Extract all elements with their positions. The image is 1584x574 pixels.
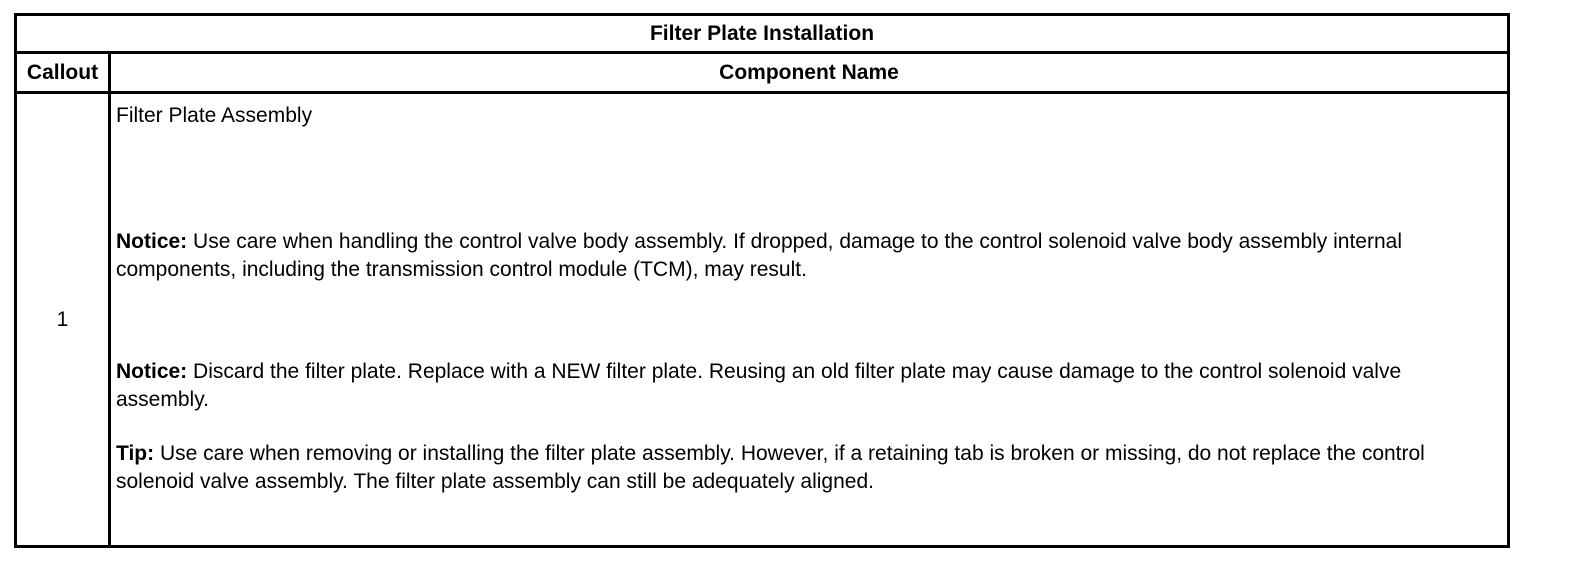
notice-label: Notice: xyxy=(116,230,188,253)
component-cell xyxy=(111,94,1507,545)
table-title: Filter Plate Installation xyxy=(17,16,1507,54)
notice-label: Notice: xyxy=(116,360,188,383)
callout-column-header: Callout xyxy=(17,54,111,94)
notice-paragraph xyxy=(116,358,1483,414)
component-name: Filter Plate Assembly xyxy=(116,104,313,127)
tip-paragraph xyxy=(116,440,1483,496)
filter-plate-table xyxy=(14,13,1510,548)
notice-paragraph xyxy=(116,228,1483,284)
notice-text: Discard the filter plate. Replace with a NEW filter plate. Reusing an old filter plate may cause damage to the control solenoid valve assembly. xyxy=(116,360,1402,411)
notice-text: Use care when handling the control valve body assembly. If dropped, damage to the control solenoid valve body assembly internal components, including the transmission control module (TCM), may result. xyxy=(116,230,1402,281)
component-name-column-header: Component Name xyxy=(111,54,1507,94)
callout-cell: 1 xyxy=(17,94,111,545)
tip-label: Tip: xyxy=(116,442,155,465)
tip-text: Use care when removing or installing the filter plate assembly. However, if a retaining tab is broken or missing, do not replace the control solenoid valve assembly. The filter plate assembly can still be adequately aligned. xyxy=(116,442,1425,493)
